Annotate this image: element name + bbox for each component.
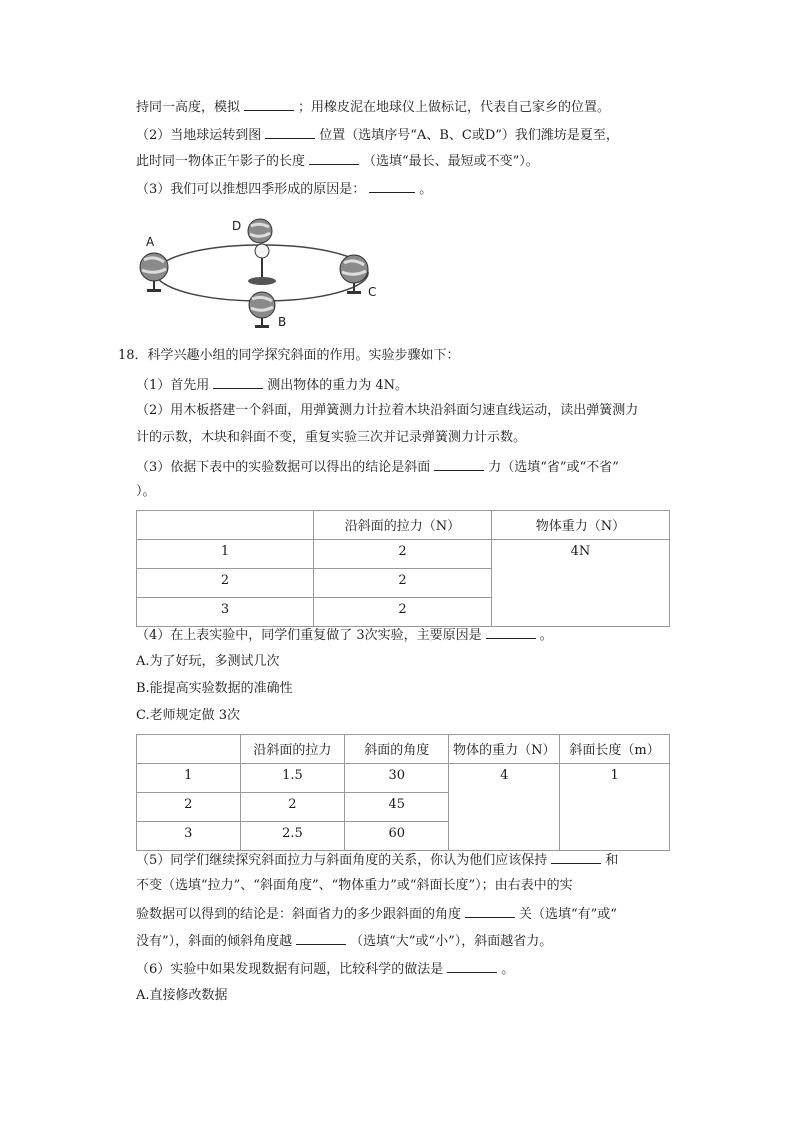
- table-cell: 3: [137, 598, 314, 627]
- q17-line1: 持同一高度，模拟 ；用橡皮泥在地球仪上做标记，代表自己家乡的位置。: [136, 96, 610, 118]
- sun-lamp-icon: [248, 244, 276, 285]
- q18-step6: （6）实验中如果发现数据有问题，比较科学的做法是 。: [136, 958, 514, 980]
- q17-part2-cont: 此时同一物体正午影子的长度 （选填“最长、最短或不变”）。: [136, 150, 539, 172]
- table-header-row: [137, 511, 670, 540]
- q18-intro: 18．科学兴趣小组的同学探究斜面的作用。实验步骤如下：: [118, 348, 460, 363]
- table-header-cell: [137, 735, 241, 764]
- q18-step1: （1）首先用 测出物体的重力为 4N。: [136, 374, 408, 396]
- table-cell-weight: 4: [449, 764, 560, 851]
- table-header-cell: 斜面的角度: [345, 735, 449, 764]
- table-header-cell: [137, 511, 314, 540]
- answer-blank[interactable]: [447, 958, 497, 973]
- answer-blank[interactable]: [296, 930, 346, 945]
- table-header-cell: 沿斜面的拉力（N）: [313, 511, 491, 540]
- globe-d-icon: [248, 219, 272, 243]
- answer-blank[interactable]: [309, 150, 359, 165]
- diagram-label-d: D: [232, 219, 242, 233]
- table-cell: 1: [137, 540, 314, 569]
- answer-blank[interactable]: [244, 96, 294, 111]
- table-cell-weight: 4N: [491, 540, 669, 627]
- option-c[interactable]: C.老师规定做 3次: [136, 708, 241, 723]
- q18-step5-cont3: 没有”），斜面的倾斜角度越 （选填“大”或“小”），斜面越省力。: [136, 930, 552, 952]
- table-cell: 30: [345, 764, 449, 793]
- q18-step3: （3）依据下表中的实验数据可以得出的结论是斜面 力（选填“省”或“不省”: [136, 456, 619, 478]
- q18-step5-cont1: 不变（选填“拉力”、“斜面角度”、“物体重力”或“斜面长度”）；由右表中的实: [136, 878, 573, 893]
- answer-blank[interactable]: [434, 456, 484, 471]
- answer-blank[interactable]: [551, 849, 601, 864]
- q18-step2-cont: 计的示数，木块和斜面不变，重复实验三次并记录弹簧测力计示数。: [136, 430, 527, 445]
- table-cell-length: 1: [560, 764, 670, 851]
- q18-step2: （2）用木板搭建一个斜面，用弹簧测力计拉着木块沿斜面匀速直线运动，读出弹簧测力: [136, 403, 639, 418]
- option-b[interactable]: B.能提高实验数据的准确性: [136, 681, 293, 696]
- orbit-illustration: [130, 215, 390, 335]
- table-cell: 2: [137, 793, 241, 822]
- data-table-2: [136, 734, 670, 851]
- table-row: [137, 764, 670, 793]
- q18-step5-cont2: 验数据可以得到的结论是：斜面省力的多少跟斜面的角度 关（选填“有”或“: [136, 903, 617, 925]
- answer-blank[interactable]: [465, 903, 515, 918]
- table-cell: 60: [345, 822, 449, 851]
- table-cell: 2: [313, 598, 491, 627]
- q18-step5: （5）同学们继续探究斜面拉力与斜面角度的关系，你认为他们应该保持 和: [136, 849, 618, 871]
- table-row: [137, 540, 670, 569]
- globe-c-icon: [340, 255, 368, 294]
- table-cell: 2: [240, 793, 345, 822]
- q17-part3: （3）我们可以推想四季形成的原因是： 。: [136, 178, 432, 200]
- answer-blank[interactable]: [213, 374, 263, 389]
- table-cell: 45: [345, 793, 449, 822]
- answer-blank[interactable]: [265, 124, 315, 139]
- globe-a-icon: [140, 253, 168, 292]
- earth-orbit-diagram: [130, 215, 390, 335]
- table-cell: 2.5: [240, 822, 345, 851]
- answer-blank[interactable]: [486, 624, 536, 639]
- table-cell: 2: [137, 569, 314, 598]
- q17-part2: （2）当地球运转到图 位置（选填序号“A、B、C或D”）我们潍坊是夏至，: [136, 124, 619, 146]
- table-cell: 1: [137, 764, 241, 793]
- table-header-cell: 物体重力（N）: [491, 511, 669, 540]
- globe-b-icon: [249, 292, 275, 328]
- table-header-cell: 斜面长度（m）: [560, 735, 670, 764]
- diagram-label-a: A: [146, 235, 155, 249]
- data-table-1: [136, 510, 670, 627]
- table-cell: 1.5: [240, 764, 345, 793]
- diagram-label-c: C: [368, 285, 377, 299]
- answer-blank[interactable]: [369, 178, 415, 193]
- option-a[interactable]: A.为了好玩，多测试几次: [136, 654, 280, 669]
- table-header-cell: 沿斜面的拉力: [240, 735, 345, 764]
- diagram-label-b: B: [278, 315, 287, 329]
- table-cell: 3: [137, 822, 241, 851]
- step6-option-a[interactable]: A.直接修改数据: [136, 988, 228, 1003]
- q18-step4: （4）在上表实验中，同学们重复做了 3次实验，主要原因是 。: [136, 624, 553, 646]
- table-header-cell: 物体的重力（N）: [449, 735, 560, 764]
- table-cell: 2: [313, 569, 491, 598]
- table-header-row: [137, 735, 670, 764]
- q18-step3-cont: ）。: [136, 484, 156, 499]
- table-cell: 2: [313, 540, 491, 569]
